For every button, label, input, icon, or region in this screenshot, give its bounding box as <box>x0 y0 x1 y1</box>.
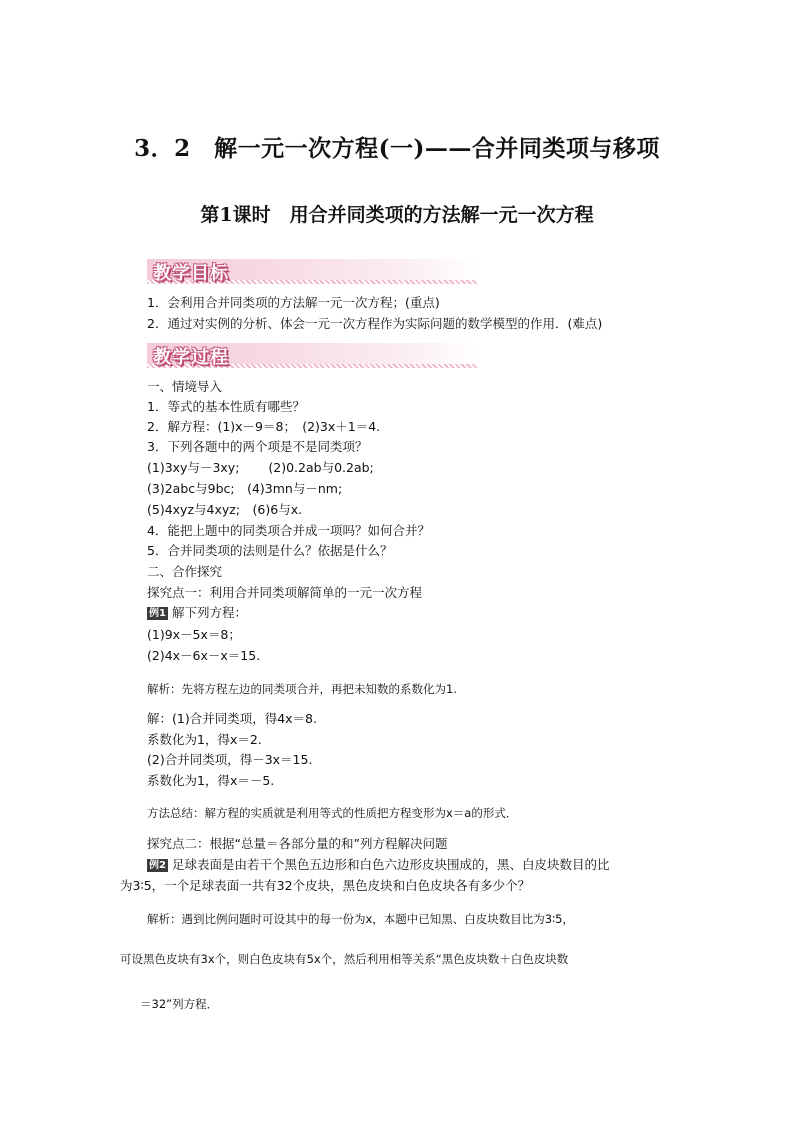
text-line: 2．解方程：(1)x－9＝8； (2)3x＋1＝4. <box>147 419 381 434</box>
section-heading: 一、情境导入 <box>147 379 223 394</box>
solution-line: 系数化为1，得x＝－5. <box>147 773 275 788</box>
explore-heading: 探究点二：根据“总量＝各部分量的和”列方程解决问题 <box>147 836 448 851</box>
text-line: (1)3xy与－3xy; (2)0.2ab与0.2ab; <box>147 460 374 475</box>
example-2-text-line: 足球表面是由若干个黑色五边形和白色六边形皮块围成的，黑、白皮块数目的比 <box>171 857 610 872</box>
objectives-banner-label: 教学目标 <box>153 263 229 284</box>
page-title: 3．2 解一元一次方程(一)——合并同类项与移项 <box>134 135 660 162</box>
text-line: (5)4xyz与4xyz; (6)6与x. <box>147 502 303 517</box>
example-2-text <box>147 857 609 873</box>
example-2-analysis: ＝32”列方程． <box>140 997 219 1011</box>
example-1-badge: 例1 <box>149 608 166 619</box>
solution-line: (2)合并同类项，得－3x＝15. <box>147 752 313 767</box>
equation-line: (2)4x－6x－x＝15. <box>147 648 261 663</box>
text-line: 3．下列各题中的两个项是不是同类项？ <box>147 439 368 454</box>
example-1-analysis: 解析：先将方程左边的同类项合并，再把未知数的系数化为1. <box>147 682 457 696</box>
example-2-analysis: 解析：遇到比例问题时可设其中的每一份为x，本题中已知黑、白皮块数目比为3∶5， <box>147 912 574 926</box>
text-line: 5．合并同类项的法则是什么？依据是什么？ <box>147 543 393 558</box>
objectives-banner <box>147 259 477 285</box>
process-banner-label: 教学过程 <box>153 347 229 368</box>
text-line: (3)2abc与9bc; (4)3mn与－nm; <box>147 481 343 496</box>
example-2-badge: 例2 <box>149 860 166 871</box>
objective-item: 1．会利用合并同类项的方法解一元一次方程；(重点) <box>147 295 440 310</box>
process-banner <box>147 343 477 369</box>
example-2-analysis: 可设黑色皮块有3x个，则白色皮块有5x个，然后利用相等关系“黑色皮块数＋白色皮块数 <box>120 952 569 966</box>
solution-line: 解：(1)合并同类项，得4x＝8. <box>147 711 317 726</box>
section-heading: 二、合作探究 <box>147 564 223 579</box>
solution-line: 系数化为1，得x＝2. <box>147 732 262 747</box>
equation-line: (1)9x－5x＝8； <box>147 627 241 642</box>
method-summary: 方法总结：解方程的实质就是利用等式的性质把方程变形为x＝a的形式． <box>147 806 518 820</box>
example-2-text-line: 为3∶5，一个足球表面一共有32个皮块，黑色皮块和白色皮块各有多少个？ <box>120 878 531 893</box>
example-1-prompt <box>147 605 247 621</box>
objective-item: 2．通过对实例的分析、体会一元一次方程作为实际问题的数学模型的作用．(难点) <box>147 316 603 331</box>
text-line: 4．能把上题中的同类项合并成一项吗？如何合并？ <box>147 523 430 538</box>
explore-heading: 探究点一：利用合并同类项解简单的一元一次方程 <box>147 585 423 600</box>
text-line: 1．等式的基本性质有哪些？ <box>147 399 305 414</box>
example-1-prompt-text: 解下列方程： <box>171 605 247 620</box>
lesson-subtitle: 第1课时 用合并同类项的方法解一元一次方程 <box>200 204 594 226</box>
